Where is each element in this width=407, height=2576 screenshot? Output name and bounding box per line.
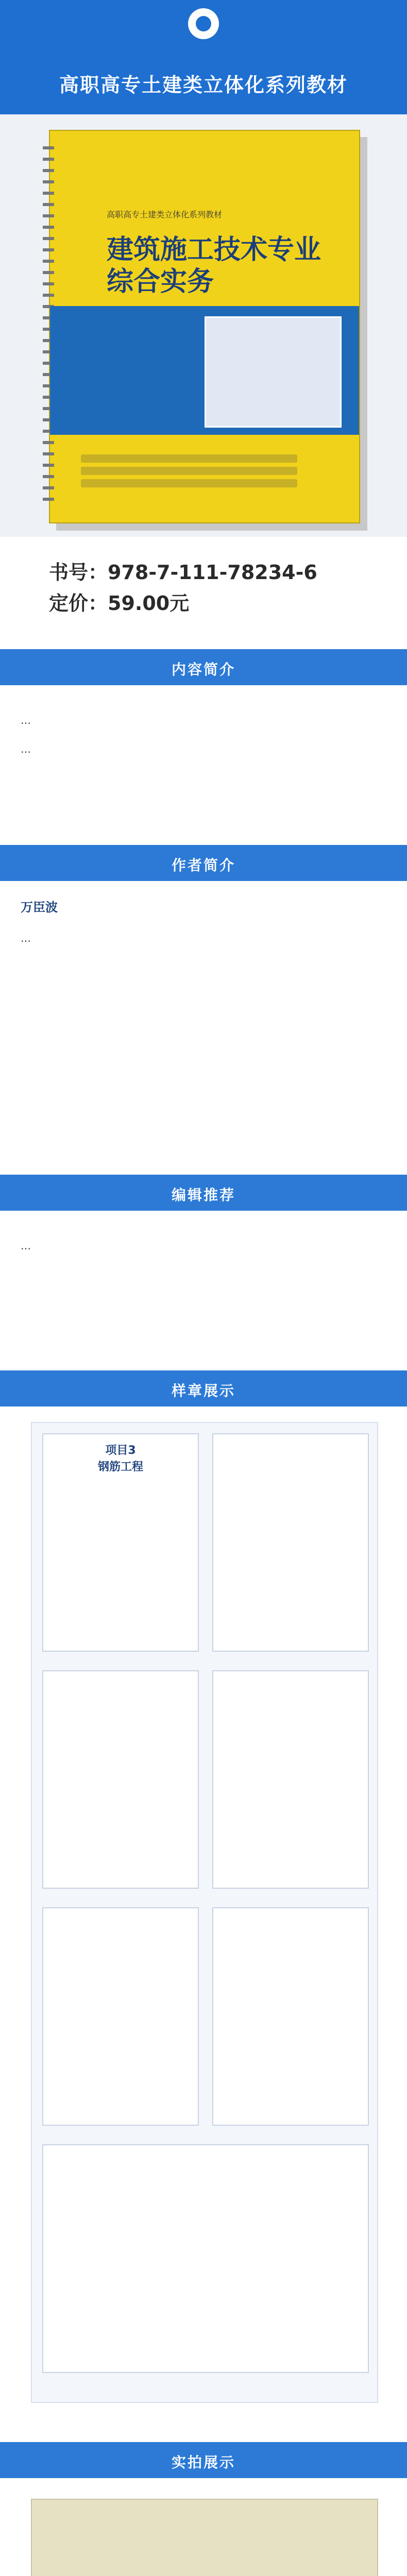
section-samples-title: 样章展示 xyxy=(171,1382,235,1399)
intro-paragraph-2: … xyxy=(21,743,31,755)
section-recommend-title: 编辑推荐 xyxy=(171,1187,235,1204)
recommend-text xyxy=(21,1226,386,1265)
section-intro xyxy=(0,649,407,685)
cover-photo xyxy=(205,316,342,428)
sample-page xyxy=(212,1907,369,2126)
author-text xyxy=(21,896,386,958)
section-author-title: 作者简介 xyxy=(171,857,235,874)
top-bar xyxy=(0,0,407,47)
series-banner xyxy=(0,47,407,114)
intro-paragraph-1: … xyxy=(21,714,31,726)
cover-photo-band xyxy=(50,306,359,435)
section-author xyxy=(0,845,407,881)
intro-text xyxy=(21,701,386,769)
photo-cover xyxy=(31,2499,378,2576)
sample-page xyxy=(42,1907,199,2126)
section-photos-title: 实拍展示 xyxy=(171,2454,235,2471)
sample-gallery xyxy=(31,1422,378,2403)
hero-cover xyxy=(0,114,407,537)
section-photos xyxy=(0,2442,407,2478)
sample-project-label: 项目3 xyxy=(105,1444,136,1457)
brand-logo-icon xyxy=(188,8,219,39)
sample-project-title: 钢筋工程 xyxy=(97,1461,143,1473)
sample-page xyxy=(212,1670,369,1889)
book-series-label: 高职高专土建类立体化系列教材 xyxy=(107,210,223,219)
section-samples xyxy=(0,1370,407,1406)
sample-page xyxy=(212,1433,369,1652)
banner-title: 高职高专土建类立体化系列教材 xyxy=(59,74,348,96)
isbn: 书号：978-7-111-78234-6 xyxy=(49,561,317,584)
sample-page xyxy=(42,2144,369,2373)
recommend-paragraph: … xyxy=(21,1240,31,1252)
cover-checklist xyxy=(81,450,297,492)
sample-page xyxy=(42,1433,199,1652)
price: 定价：59.00元 xyxy=(49,592,190,615)
author-bio: … xyxy=(21,932,31,945)
book-cover xyxy=(49,130,360,523)
sample-page xyxy=(42,1670,199,1889)
section-intro-title: 内容简介 xyxy=(171,661,235,678)
section-recommend xyxy=(0,1175,407,1211)
book-title: 建筑施工技术专业综合实务 xyxy=(107,234,321,298)
author-name: 万臣波 xyxy=(21,900,58,914)
